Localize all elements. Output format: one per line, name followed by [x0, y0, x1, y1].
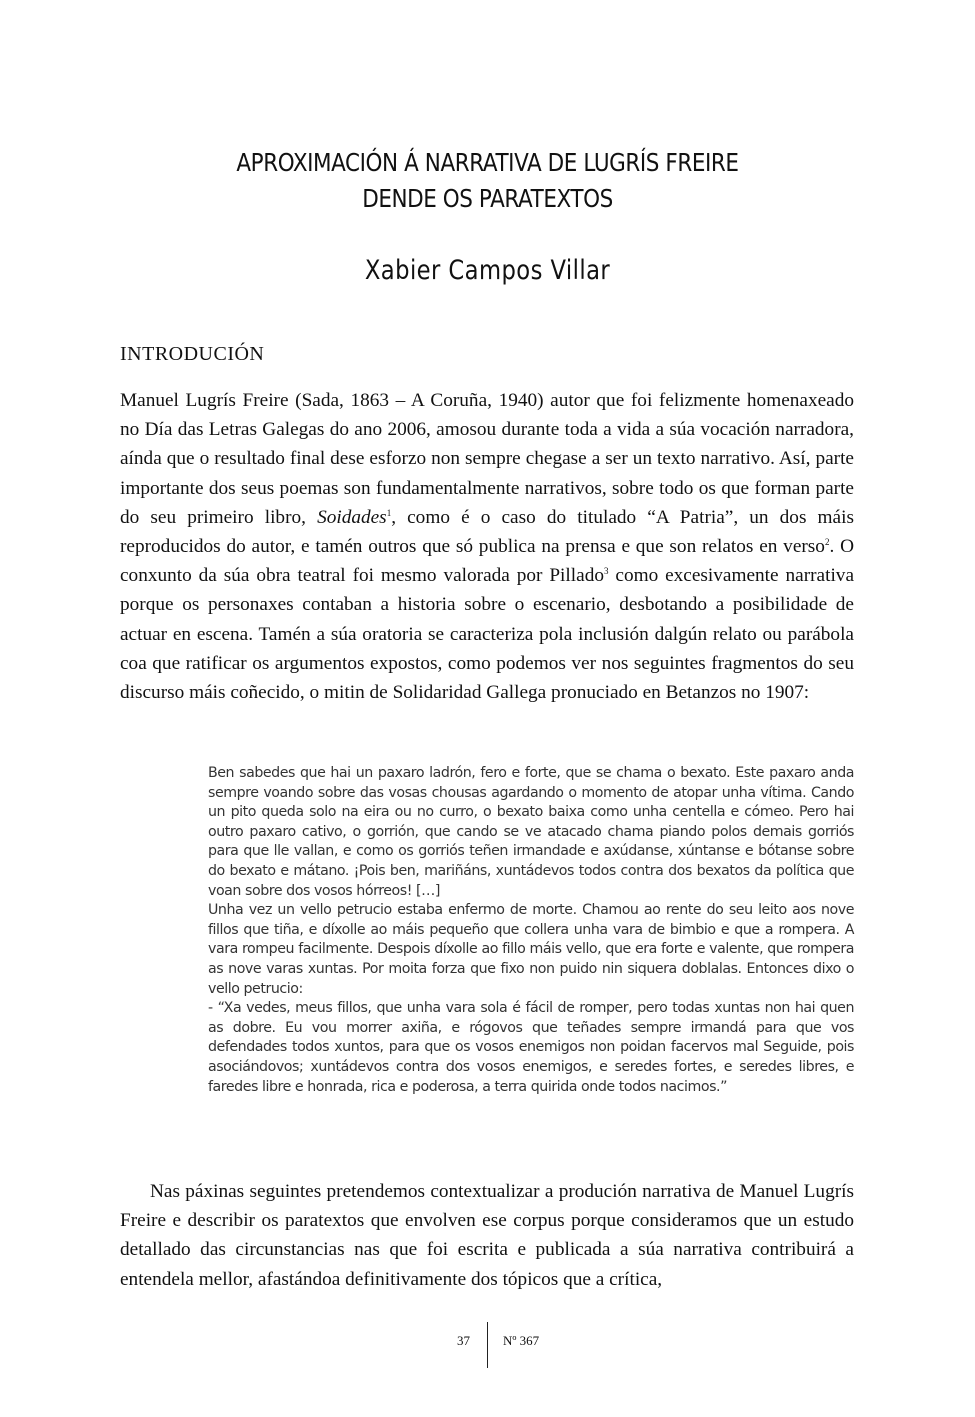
footnote-ref-1[interactable]: 1 [386, 507, 392, 518]
intro-text-c: . O conxunto da súa obra teatral foi mesmo valorada por Pillado [120, 536, 854, 587]
book-title-soidades: Soidades [317, 506, 387, 528]
footer-divider [487, 1322, 488, 1368]
quote-paragraph-2: Unha vez un vello petrucio estaba enfermo de morte. Chamou ao rente do seu leito aos nove fillos que tiña, e díxolle ao máis pequeño que collera unha vara de bimbio e que a rompera. A vara rompeu facilmente. Despois díxolle ao fillo máis vello, que era forte e valente, que rompera as nove varas xuntas. Por moita forza que fixo non puido nin siquera doblalas. Entonces dixo o vello petrucio: [208, 902, 854, 997]
article-author: Xabier Campos Villar [364, 255, 611, 286]
intro-text-b: , como é o caso do titulado “A Patria”, un dos máis reproducidos do autor, e tamén outros que só publica na prensa e que son relatos en verso [120, 506, 854, 558]
intro-text-a: Manuel Lugrís Freire (Sada, 1863 – A Coruña, 1940) autor que foi felizmente homenaxeado no Día das Letras Galegas do ano 2006, amosou durante toda a vida a súa vocación narradora, aínda que o resultado final dese esforzo non sempre chegase a ser un texto narrativo. Así, parte importante dos seus poemas son fundamentalmente narrativos, sobre todo os que forman parte do seu primeiro libro, [120, 390, 854, 528]
intro-text-d: como excesivamente narrativa porque os personaxes contaban a historia sobre o escenario, desbotando a posibilidade de actuar en escena. Tamén a súa oratoria se caracteriza pola inclusión dalgún relato ou parábola coa que ratificar os argumentos expostos, como podemos ver nos seguintes fragmentos do seu discurso máis coñecido, o mitin de Solidaridad Gallega pronuciado en Betanzos no 1907: [120, 565, 855, 704]
section-heading: INTRODUCIÓN [120, 343, 265, 365]
issue-number: Nº 367 [503, 1333, 540, 1348]
article-title-line-1: APROXIMACIÓN Á NARRATIVA DE LUGRÍS FREIRE [236, 148, 739, 177]
footnote-ref-3[interactable]: 3 [603, 566, 609, 577]
quote-paragraph-1: Ben sabedes que hai un paxaro ladrón, fero e forte, que se chama o bexato. Este paxaro anda sempre voando sobre das vosas chousas agardando o momento de atopar unha vítima. Cando un pito queda solo na eira ou no curro, o bexato baixa como unha centella e cómeo. Pero hai outro paxaro cativo, o gorrión, que cando se ve atacado chama piando polos demais gorriós para que lle vallan, e como os gorriós teñen irmandade e axúdanse, xúntanse e bótanse sobre do bexato e mátano. ¡Pois ben, mariñáns, xuntádevos todos contra dos bexatos da política que voan sobre dos vosos hórreos! […] [208, 765, 854, 899]
block-quote [208, 764, 854, 1097]
page-number: 37 [457, 1333, 470, 1348]
article-title-line-2: DENDE OS PARATEXTOS [362, 184, 613, 213]
quote-paragraph-3: - “Xa vedes, meus fillos, que unha vara sola é fácil de romper, pero todas xuntas non hai quen as dobre. Eu vou morrer axiña, e rógovos que teñades sempre irmandá para que vos defendades todos xuntos, para que os vosos enemigos non poidan facervos mal Seguide, pois asociándovos; xuntádevos contra dos vosos enemigos, e seredes fortes, e seredes libres, e faredes libre e honrada, rica e poderosa, a terra quirida onde todos nacimos.” [208, 1000, 854, 1095]
intro-paragraph [120, 386, 854, 707]
body-paragraph-2: Nas páxinas seguintes pretendemos contextualizar a produción narrativa de Manuel Lugrís Freire e describir os paratextos que envolven ese corpus porque consideramos que un estudo detallado das circunstancias nas que foi escrita e publicada a súa narrativa contribuirá a entendela mellor, afastándoa definitivamente dos tópicos que a crítica, [120, 1181, 854, 1290]
footnote-ref-2[interactable]: 2 [824, 537, 830, 548]
